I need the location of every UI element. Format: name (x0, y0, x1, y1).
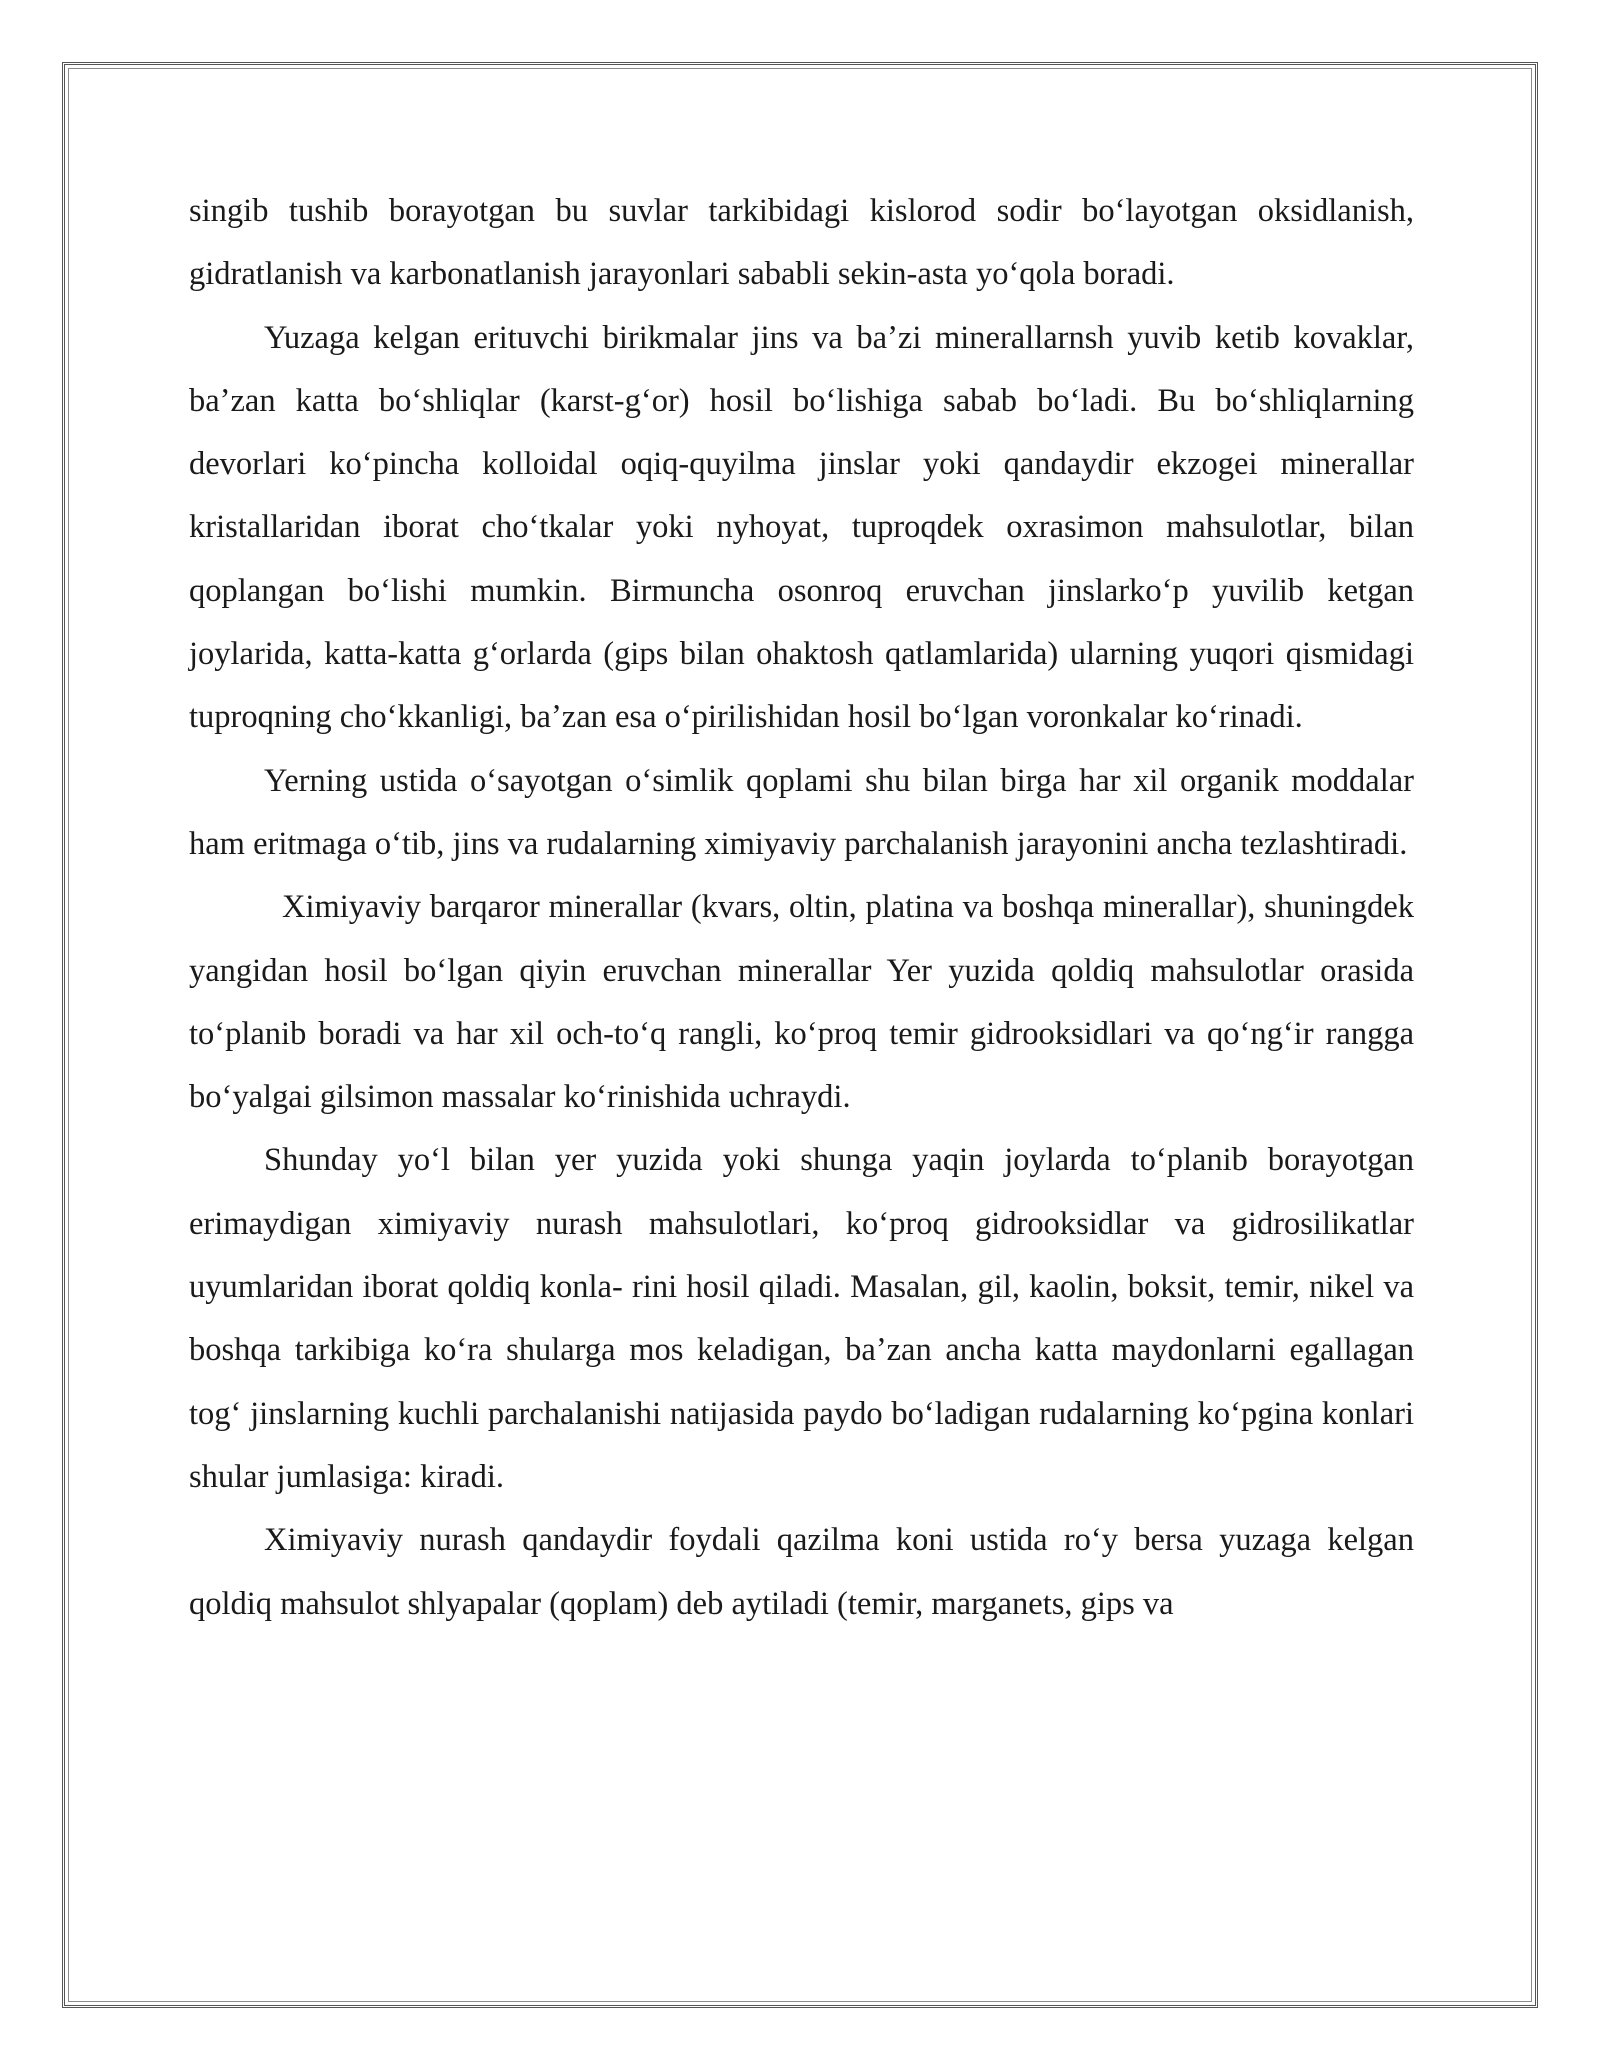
paragraph-4: Ximiyaviy barqaror minerallar (kvars, oltin, platina va boshqa minerallar), shuningdek yangidan hosil boʻlgan qiyin eruvchan minerallar Yer yuzida qoldiq mahsulotlar orasida toʻplanib boradi va har xil och-toʻq rangli, koʻproq temir gidrooksidlari va qoʻngʻir rangga boʻyalgai gilsimon massalar koʻrinishida uchraydi. (189, 889, 1414, 1116)
paragraph-6: Ximiyaviy nurash qandaydir foydali qazilma koni ustida roʻy bersa yuzaga kelgan qoldiq mahsulot shlyapalar (qoplam) deb aytiladi (temir, marganets, gips va (189, 1522, 1414, 1622)
paragraph-1: singib tushib borayotgan bu suvlar tarkibidagi kislorod sodir boʻlayotgan oksidlanish, gidratlanish va karbonatlanish jarayonlari sababli sekin-asta yoʻqola boradi. (189, 193, 1414, 293)
paragraph-5: Shunday yoʻl bilan yer yuzida yoki shunga yaqin joylarda toʻplanib borayotgan erimaydigan ximiyaviy nurash mahsulotlari, koʻproq gidrooksidlar va gidrosilikatlar uyumlaridan iborat qoldiq konla- rini hosil qiladi. Masalan, gil, kaolin, boksit, temir, nikel va boshqa tarkibiga koʻra shularga mos keladigan, baʼzan ancha katta maydonlarni egallagan togʻ jinslarning kuchli parchalanishi natijasida paydo boʻladigan rudalarning koʻpgina konlari shular jumlasiga: kiradi. (189, 1142, 1414, 1495)
document-body (189, 180, 1414, 1636)
paragraph-3: Yerning ustida oʻsayotgan oʻsimlik qoplami shu bilan birga har xil organik moddalar ham eritmaga oʻtib, jins va rudalarning ximiyaviy parchalanish jarayonini ancha tezlashtiradi. (189, 762, 1414, 862)
paragraph-2: Yuzaga kelgan erituvchi birikmalar jins va baʼzi minerallarnsh yuvib ketib kovaklar, baʼzan katta boʻshliqlar (karst-gʻor) hosil boʻlishiga sabab boʻladi. Bu boʻshliqlarning devorlari koʻpincha kolloidal oqiq-quyilma jinslar yoki qandaydir ekzogei minerallar kristallaridan iborat choʻtkalar yoki nyhoyat, tuproqdek oxrasimon mahsulotlar, bilan qoplangan boʻlishi mumkin. Birmuncha osonroq eruvchan jinslarkoʻp yuvilib ketgan joylarida, katta-katta gʻorlarda (gips bilan ohaktosh qatlamlarida) ularning yuqori qismidagi tuproqning choʻkkanligi, baʼzan esa oʻpirilishidan hosil boʻlgan voronkalar koʻrinadi. (189, 319, 1414, 736)
